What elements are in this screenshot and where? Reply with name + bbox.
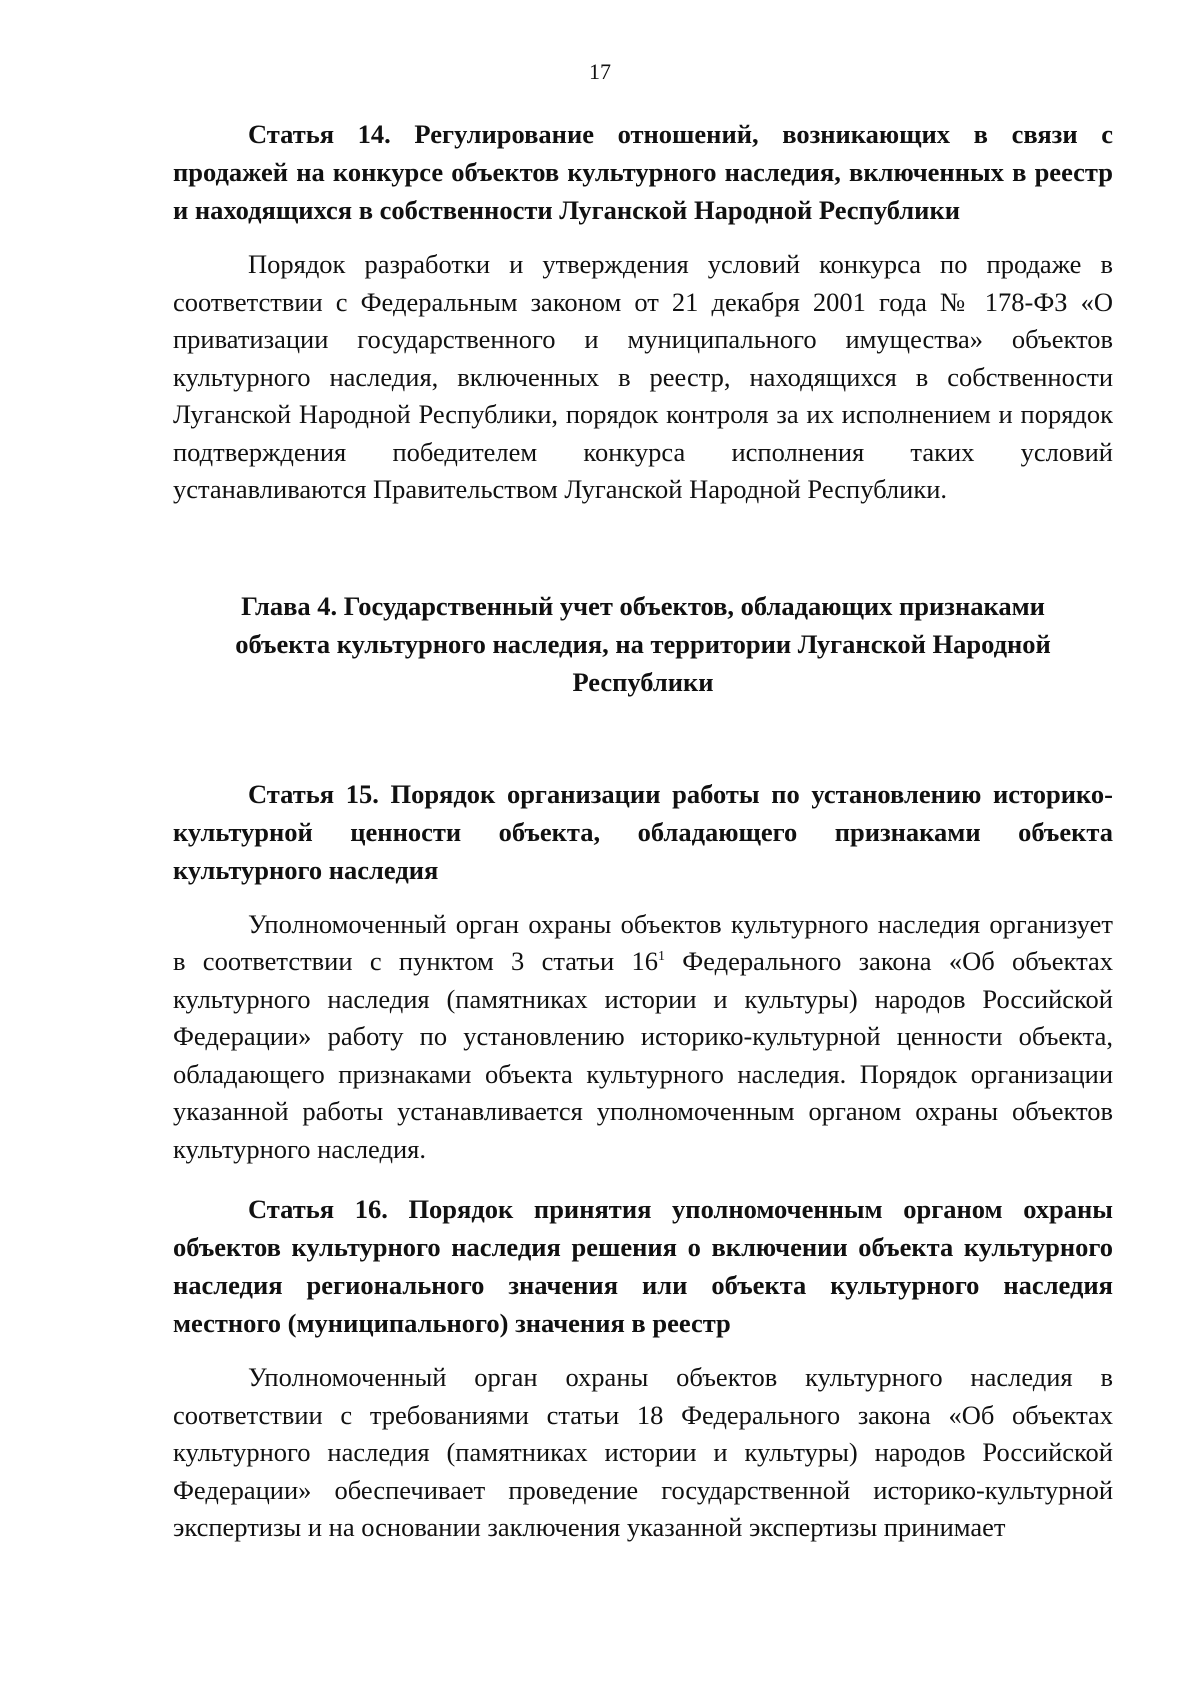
article-15-text-part-2: Федерального закона «Об объектах культурного наследия (памятниках истории и культуры) народов Российской Федерации» работу по установлению историко-культурной ценности объекта, обладающего признаками объекта культурного наследия. Порядок организации указанной работы устанавливается уполномоченным органом охраны объектов культурного наследия.: [173, 946, 1113, 1164]
article-16-text: Уполномоченный орган охраны объектов культурного наследия в соответствии с требованиями статьи 18 Федерального закона «Об объектах культурного наследия (памятниках истории и культуры) народов Российской Федерации» обеспечивает проведение государственной историко-культурной экспертизы и на основании заключения указанной экспертизы принимает: [173, 1362, 1113, 1542]
article-15-text: [173, 906, 1113, 1169]
article-14-text: Порядок разработки и утверждения условий конкурса по продаже в соответствии с Федеральным законом от 21 декабря 2001 года № 178-ФЗ «О приватизации государственного и муниципального имущества» объектов культурного наследия, включенных в реестр, находящихся в собственности Луганской Народной Республики, порядок контроля за их исполнением и порядок подтверждения победителем конкурса исполнения таких условий устанавливаются Правительством Луганской Народной Республики.: [173, 249, 1113, 504]
chapter-4: [173, 587, 1113, 701]
chapter-4-heading: Глава 4. Государственный учет объектов, обладающих признаками объекта культурного наследия, на территории Луганской Народной Республики: [235, 590, 1051, 697]
article-14: [173, 115, 1113, 509]
article-15-heading: Статья 15. Порядок организации работы по установлению историко-культурной ценности объекта, обладающего признаками объекта культурного наследия: [173, 778, 1113, 885]
article-15-superscript: 1: [657, 949, 665, 965]
article-14-heading: Статья 14. Регулирование отношений, возникающих в связи с продажей на конкурсе объектов культурного наследия, включенных в реестр и находящихся в собственности Луганской Народной Республики: [173, 119, 1113, 225]
article-15-text-part-1: Уполномоченный орган охраны объектов культурного наследия организует в соответствии с пунктом 3 статьи 16: [173, 908, 1113, 976]
page-number: 17: [589, 59, 611, 84]
document-body: [173, 115, 1113, 1547]
article-16-heading: Статья 16. Порядок принятия уполномоченным органом охраны объектов культурного наследия решения о включении объекта культурного наследия регионального значения или объекта культурного наследия местного (муниципального) значения в реестр: [173, 1194, 1113, 1338]
article-16: [173, 1190, 1113, 1547]
article-15: [173, 775, 1113, 1169]
